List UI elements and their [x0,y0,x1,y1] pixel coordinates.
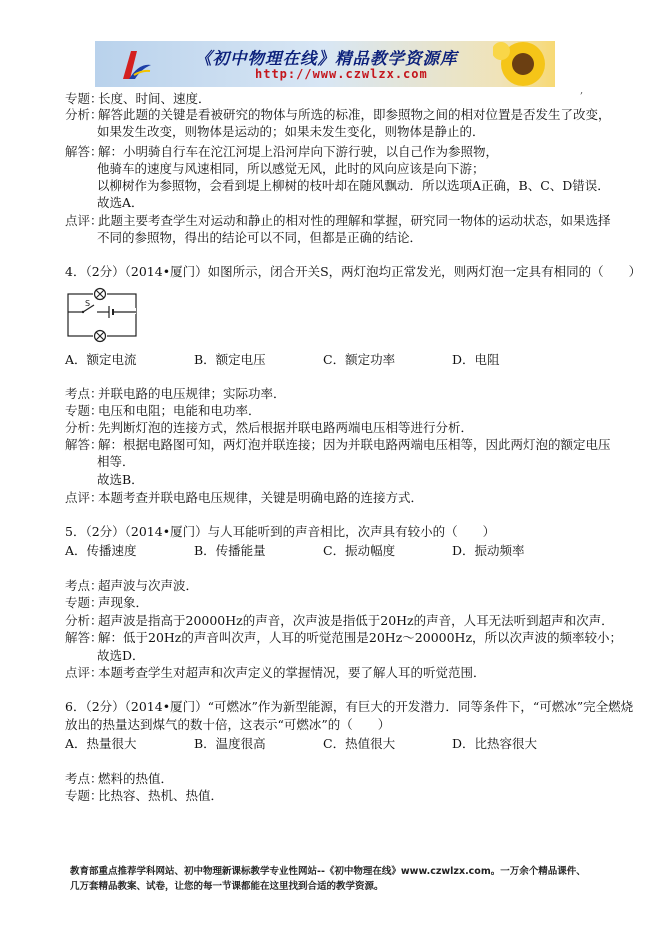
q3-topic: 长度、时间、速度． [98,91,211,106]
q6-topic: 比热容、热机、热值． [98,788,224,803]
q4-option-c: C．额定功率 [323,352,396,367]
q3-analysis-row [65,107,611,122]
q5-option-d: D．振动频率 [452,543,525,558]
q5-option-a: A．传播速度 [65,543,137,558]
q5-comment: 本题考查学生对超声和次声定义的掌握情况，要了解人耳的听觉范围． [98,665,486,680]
q4-option-b: B．额定电压 [194,352,266,367]
q5-point-row [65,578,605,593]
q5-analysis: 超声波是指高于20000Hz的声音，次声波是指低于20Hz的声音，人耳无法听到超声和次声． [98,613,614,628]
header-banner [95,41,555,87]
q4-stem: 4．（2分）（2014•厦门）如图所示，闭合开关S，两灯泡均正常发光，则两灯泡一定具有相同的（ ） [65,264,642,279]
q5-comment-row [65,665,605,680]
point-label: 考点： [65,386,103,401]
footer-line: 教育部重点推荐学科网站、初中物理新课标教学专业性网站--《初中物理在线》www.czwlzx.com。一万余个精品课件、 [70,866,586,877]
q6-stem-line: 放出的热量达到煤气的数十倍，这表示“可燃冰”的（ ） [65,717,391,732]
q4-answer-line: 解：根据电路图可知，两灯泡并联连接；因为并联电路两端电压相等，因此两灯泡的额定电压 [98,437,611,452]
q5-answer-line: 解：低于20Hz的声音叫次声，人耳的听觉范围是20Hz～20000Hz，所以次声波的频率较小； [98,630,623,645]
corner-mark: , [580,85,584,96]
q3-analysis-line: 解答此题的关键是看被研究的物体与所选的标准，即参照物之间的相对位置是否发生了改变， [98,107,611,122]
q3-topic-row [65,91,605,106]
q4-option-a: A．额定电流 [65,352,137,367]
q4-topic-row [65,403,605,418]
page-footer [70,864,630,894]
circuit-diagram [63,286,143,348]
q5-option-b: B．传播能量 [194,543,266,558]
q4-analysis-row [65,420,605,435]
q6-option-d: D．比热容很大 [452,736,538,751]
q5-answer-line: 故选D． [97,648,145,663]
q6-option-c: C．热值很大 [323,736,396,751]
q4-point: 并联电路的电压规律；实际功率． [98,386,286,401]
point-label: 考点： [65,771,103,786]
q5-topic-row [65,595,605,610]
q4-comment-row [65,490,605,505]
q4-topic: 电压和电阻；电能和电功率． [98,403,261,418]
switch-label: S [85,299,91,308]
q5-answer-row [65,630,623,645]
topic-label: 专题： [65,595,103,610]
topic-label: 专题： [65,403,103,418]
q3-answer-line: 解：小明骑自行车在沱江河堤上沿河岸向下游行驶，以自己作为参照物， [98,144,499,159]
answer-label: 解答： [65,630,103,645]
q3-answer-line: 他骑车的速度与风速相同，所以感觉无风，此时的风向应该是向下游； [97,161,485,176]
q4-comment: 本题考查并联电路电压规律，关键是明确电路的连接方式． [98,490,424,505]
q3-comment-row [65,213,611,228]
topic-label: 专题： [65,788,103,803]
q3-analysis-line: 如果发生改变，则物体是运动的；如果未发生变化，则物体是静止的． [97,124,485,139]
q4-analysis: 先判断灯泡的连接方式，然后根据并联电路两端电压相等进行分析． [98,420,474,435]
banner-title: 《初中物理在线》精品教学资源库 [195,49,458,68]
q5-option-c: C．振动幅度 [323,543,396,558]
topic-label: 专题： [65,91,103,106]
q4-point-row [65,386,605,401]
q4-option-d: D．电阻 [452,352,500,367]
analysis-label: 分析： [65,107,103,122]
answer-label: 解答： [65,437,103,452]
site-logo-icon [117,45,153,83]
q3-answer-line: 以柳树作为参照物，会看到堤上柳树的枝叶却在随风飘动．所以选项A正确，B、C、D错误． [97,178,610,193]
q6-option-a: A．热量很大 [65,736,137,751]
analysis-label: 分析： [65,420,103,435]
q4-answer-line: 相等． [97,454,135,469]
comment-label: 点评： [65,665,103,680]
analysis-label: 分析： [65,613,103,628]
q3-answer-row [65,144,605,159]
q3-comment-line: 此题主要考查学生对运动和静止的相对性的理解和掌握，研究同一物体的运动状态，如果选择 [98,213,611,228]
q4-answer-row [65,437,611,452]
q3-answer-line: 故选A． [97,195,144,210]
answer-label: 解答： [65,144,103,159]
q5-point: 超声波与次声波． [98,578,199,593]
q6-topic-row [65,788,605,803]
footer-line: 几万套精品教案、试卷，让您的每一节课都能在这里找到合适的教学资源。 [70,881,384,892]
q6-stem-line: 6．（2分）（2014•厦门）“可燃冰”作为新型能源，有巨大的开发潜力．同等条件下，“可燃冰”完全燃烧 [65,699,634,714]
q5-analysis-row [65,613,614,628]
q4-answer-line: 故选B． [97,472,144,487]
q3-comment-line: 不同的参照物，得出的结论可以不同，但都是正确的结论． [97,230,423,245]
point-label: 考点： [65,578,103,593]
comment-label: 点评： [65,490,103,505]
banner-url[interactable]: http://www.czwlzx.com [255,67,428,81]
q6-point-row [65,771,605,786]
q6-option-b: B．温度很高 [194,736,266,751]
q5-topic: 声现象． [98,595,149,610]
q6-point: 燃料的热值． [98,771,174,786]
q5-stem: 5．（2分）（2014•厦门）与人耳能听到的声音相比，次声具有较小的（ ） [65,524,496,539]
sunflower-icon [493,41,553,87]
comment-label: 点评： [65,213,103,228]
